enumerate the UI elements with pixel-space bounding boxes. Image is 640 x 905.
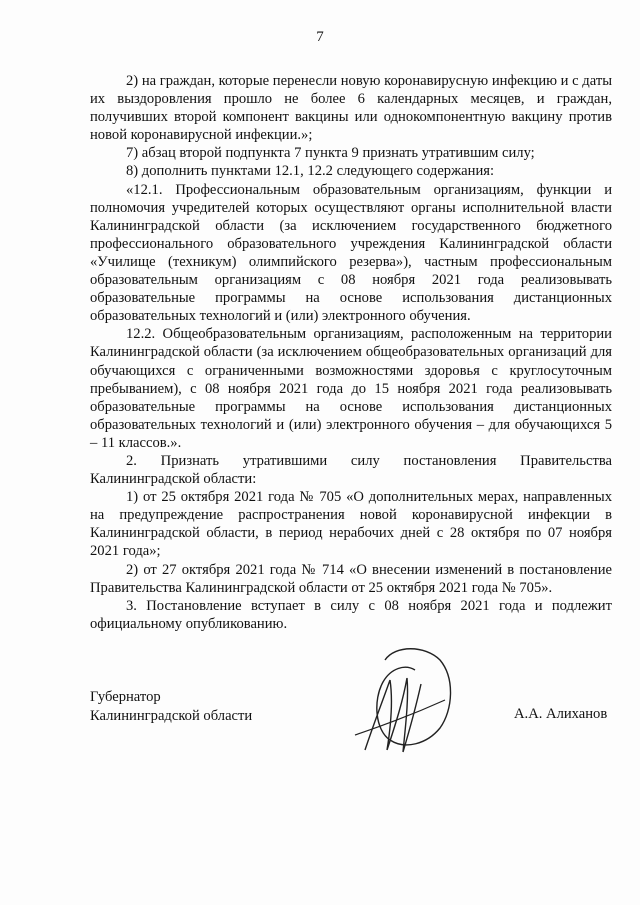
paragraph: «12.1. Профессиональным образовательным организациям, функции и полномочия учредителей которых осуществляют органы исполнительной власти Калининградской области (за исключением государственного бюджетного профессионального образовательного учреждения Калининградской области «Училище (техникум) олимпийского резерва»), частным профессиональным образовательным организациям с 08 ноября 2021 года реализовывать образовательные программы на основе использования дистанционных образовательных технологий и (или) электронного обучения. (90, 181, 612, 325)
signatory-title-line: Калининградской области (90, 707, 253, 724)
paragraph: 1) от 25 октября 2021 года № 705 «О дополнительных мерах, направленных на предупреждение распространения новой коронавирусной инфекции в Калининградской области, в период нерабочих дней с 28 октября по 07 ноября 2021 года»; (90, 489, 612, 560)
handwritten-signature (345, 640, 460, 760)
signatory-title-line: Губернатор (90, 689, 161, 705)
page-number: 7 (316, 29, 324, 45)
paragraph: 3. Постановление вступает в силу с 08 ноября 2021 года и подлежит официальному опубликованию. (90, 597, 612, 632)
paragraph: 8) дополнить пунктами 12.1, 12.2 следующего содержания: (126, 163, 495, 180)
paragraph: 2. Признать утратившими силу постановления Правительства Калининградской области: (90, 452, 612, 488)
paragraph: 2) на граждан, которые перенесли новую коронавирусную инфекцию и с даты их выздоровления прошло не более 6 календарных месяцев, и граждан, получивших второй компонент вакцины или однокомпонентную вакцину против новой коронавирусной инфекции.»; (90, 73, 612, 144)
document-body (90, 72, 612, 633)
signatory-title (90, 688, 252, 725)
signatory-name: А.А. Алиханов (514, 706, 608, 722)
paragraph: 12.2. Общеобразовательным организациям, расположенным на территории Калининградской области (за исключением общеобразовательных организаций для обучающихся с ограниченными возможностями здоровья с круглосуточным пребыванием), с 08 ноября 2021 года до 15 ноября 2021 года реализовывать образовательные программы на основе использования дистанционных образовательных технологий и (или) электронного обучения – для обучающихся 5 – 11 классов.». (90, 326, 612, 451)
paragraph: 2) от 27 октября 2021 года № 714 «О внесении изменений в постановление Правительства Калининградской области от 25 октября 2021 года № 705». (90, 561, 612, 596)
paragraph: 7) абзац второй подпункта 7 пункта 9 признать утратившим силу; (126, 145, 535, 162)
